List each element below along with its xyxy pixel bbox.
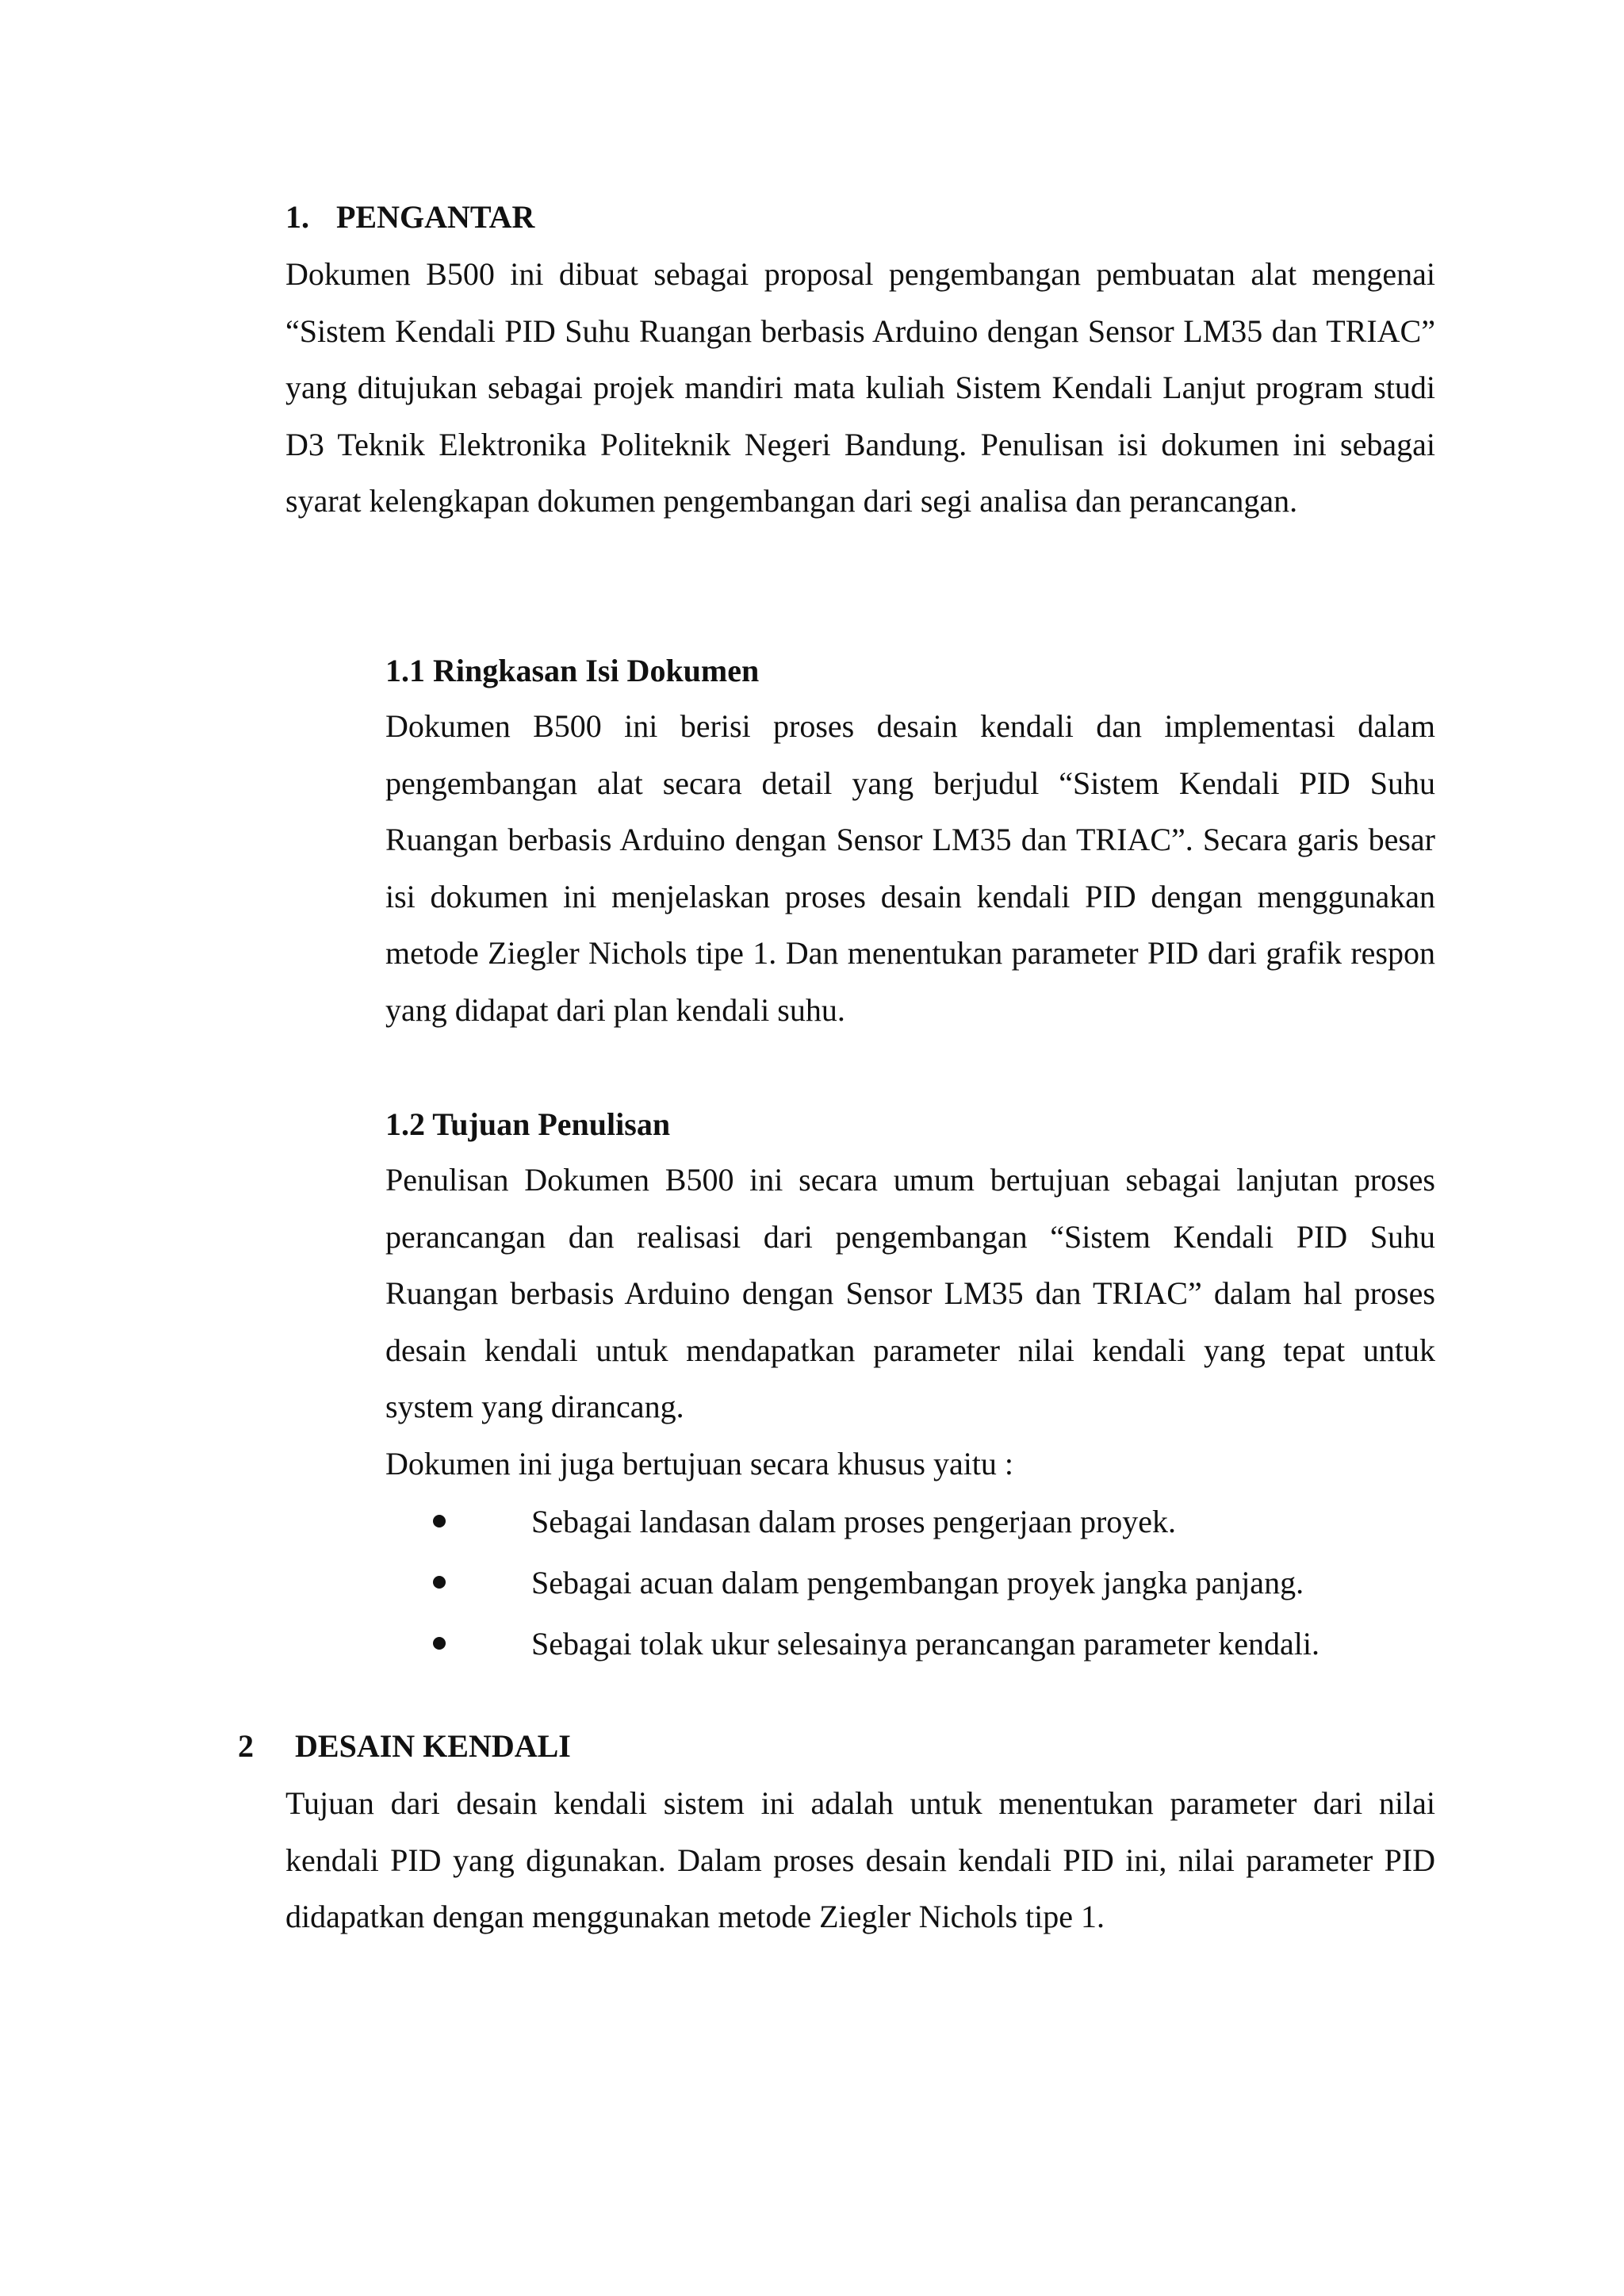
- section-1-number: 1.: [285, 199, 309, 235]
- list-item: [433, 1613, 1435, 1674]
- section-2-title: DESAIN KENDALI: [295, 1728, 571, 1764]
- section-1-heading: [285, 198, 534, 236]
- list-item-text: Sebagai acuan dalam pengembangan proyek jangka panjang.: [531, 1565, 1304, 1600]
- list-item: [433, 1552, 1435, 1613]
- section-1-2-intro: Dokumen ini juga bertujuan secara khusus yaitu :: [385, 1446, 1014, 1481]
- objectives-list: [433, 1491, 1435, 1674]
- section-1-1-body: Dokumen B500 ini berisi proses desain kendali dan implementasi dalam pengembangan alat secara detail yang berjudul “Sistem Kendali PID Suhu Ruangan berbasis Arduino dengan Sensor LM35 dan TRIAC”. Secara garis besar isi dokumen ini menjelaskan proses desain kendali PID dengan menggunakan metode Ziegler Nichols tipe 1. Dan menentukan parameter PID dari grafik respon yang didapat dari plan kendali suhu.: [385, 708, 1435, 1028]
- section-2-number: 2: [238, 1728, 254, 1764]
- section-1-body: Dokumen B500 ini dibuat sebagai proposal pengembangan pembuatan alat mengenai “Sistem Kendali PID Suhu Ruangan berbasis Arduino dengan Sensor LM35 dan TRIAC” yang ditujukan sebagai projek mandiri mata kuliah Sistem Kendali Lanjut program studi D3 Teknik Elektronika Politeknik Negeri Bandung. Penulisan isi dokumen ini sebagai syarat kelengkapan dokumen pengembangan dari segi analisa dan perancangan.: [285, 256, 1435, 519]
- section-1-2-body: Penulisan Dokumen B500 ini secara umum bertujuan sebagai lanjutan proses perancangan dan realisasi dari pengembangan “Sistem Kendali PID Suhu Ruangan berbasis Arduino dengan Sensor LM35 dan TRIAC” dalam hal proses desain kendali untuk mendapatkan parameter nilai kendali yang tepat untuk system yang dirancang.: [385, 1162, 1435, 1424]
- section-2-body: Tujuan dari desain kendali sistem ini adalah untuk menentukan parameter dari nilai kendali PID yang digunakan. Dalam proses desain kendali PID ini, nilai parameter PID didapatkan dengan menggunakan metode Ziegler Nichols tipe 1.: [285, 1785, 1435, 1934]
- list-item-text: Sebagai landasan dalam proses pengerjaan proyek.: [531, 1504, 1177, 1539]
- bullet-icon: [433, 1515, 446, 1527]
- section-1-1-heading: 1.1 Ringkasan Isi Dokumen: [385, 653, 760, 688]
- bullet-icon: [433, 1576, 446, 1589]
- list-item-text: Sebagai tolak ukur selesainya perancangan parameter kendali.: [531, 1626, 1320, 1662]
- bullet-icon: [433, 1637, 446, 1650]
- section-1-title: PENGANTAR: [336, 199, 535, 235]
- section-2-heading: [238, 1727, 571, 1765]
- section-1-2-heading: 1.2 Tujuan Penulisan: [385, 1106, 671, 1142]
- list-item: [433, 1491, 1435, 1552]
